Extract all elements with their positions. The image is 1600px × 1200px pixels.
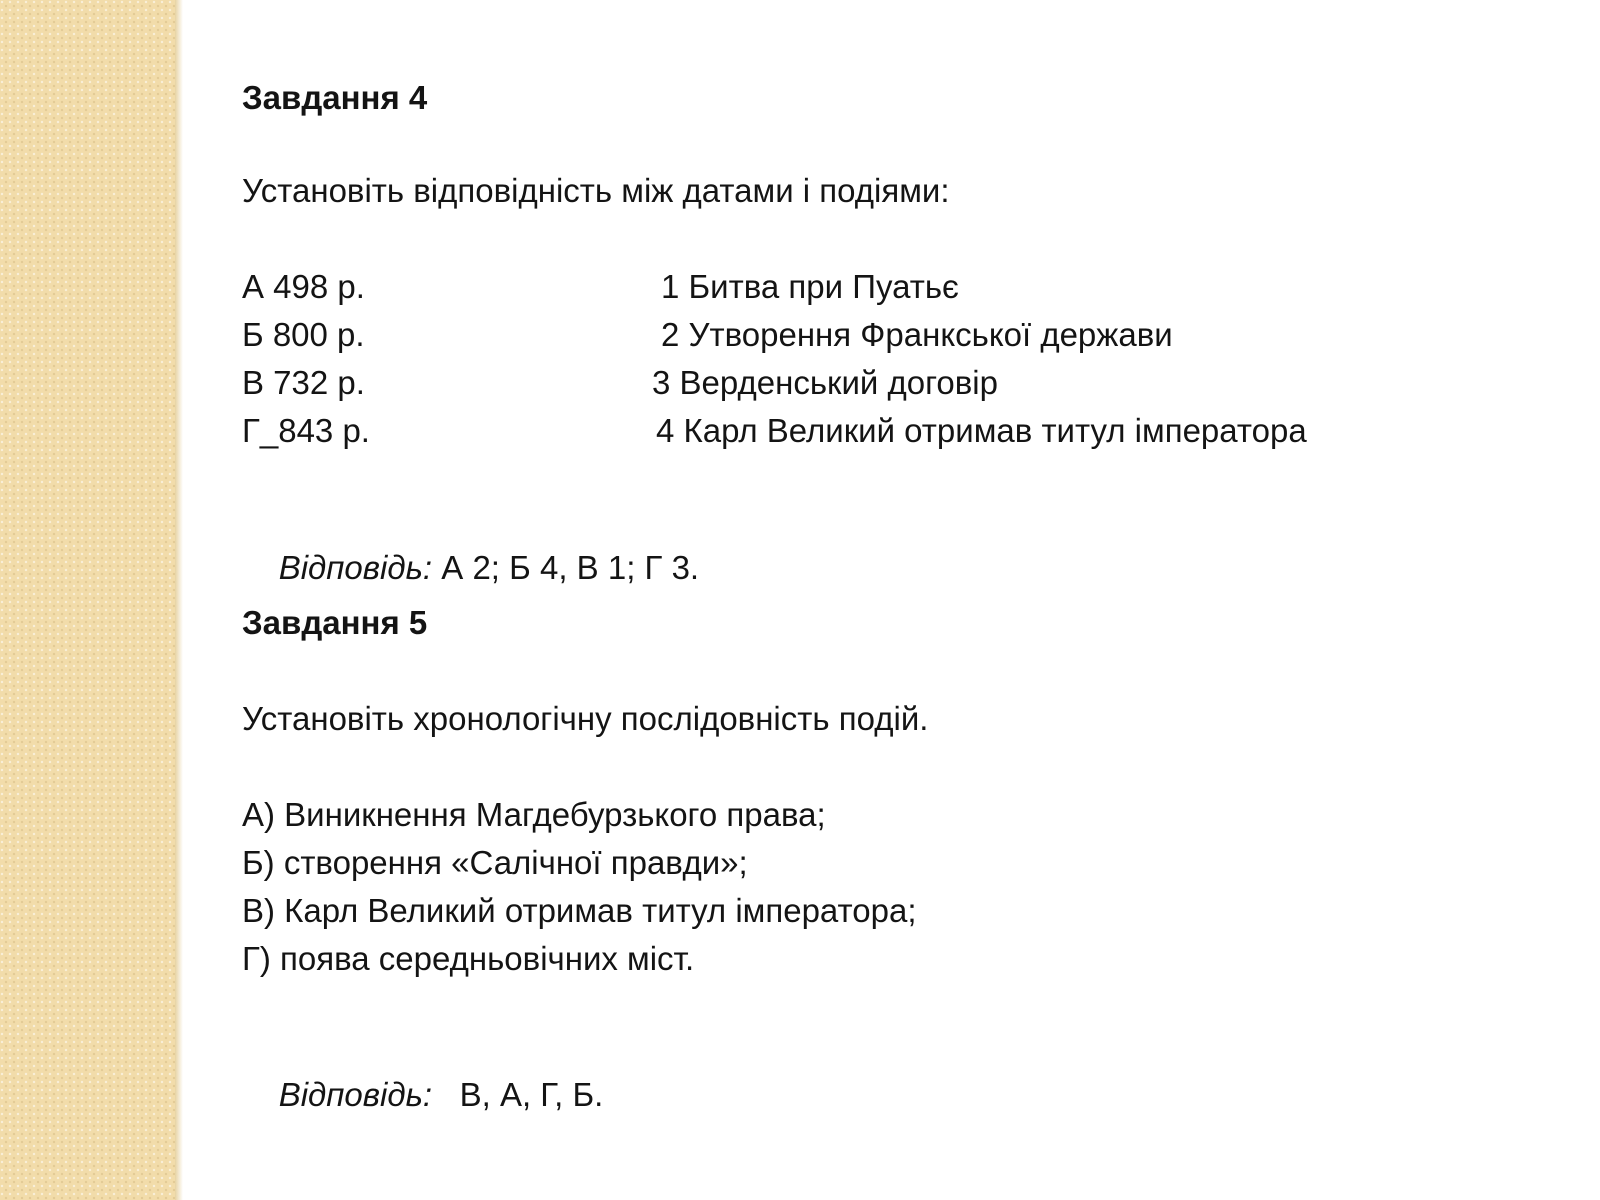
task4-date-b: Б 800 р. <box>242 316 365 353</box>
task5-item-d: Г) поява середньовічних міст. <box>242 940 695 977</box>
task5-answer <box>242 1035 603 1155</box>
task5-item-a: А) Виникнення Магдебурзького права; <box>242 796 826 833</box>
task4-date-a: А 498 р. <box>242 268 365 305</box>
task4-heading: Завдання 4 <box>242 79 428 116</box>
task5-instruction: Установіть хронологічну послідовність подій. <box>242 700 929 737</box>
task5-heading: Завдання 5 <box>242 604 428 641</box>
task5-answer-text: В, А, Г, Б. <box>432 1076 604 1113</box>
task5-item-c: В) Карл Великий отримав титул імператора; <box>242 892 917 929</box>
task4-date-c: В 732 р. <box>242 364 365 401</box>
task4-instruction: Установіть відповідність між датами і подіями: <box>242 172 950 209</box>
task4-answer-label: Відповідь: <box>278 549 433 586</box>
decorative-side-panel <box>0 0 175 1200</box>
task4-answer-text: А 2; Б 4, В 1; Г 3. <box>432 549 700 586</box>
task4-date-d: Г_843 р. <box>242 412 370 449</box>
side-panel-edge <box>175 0 183 1200</box>
task4-event-2: 2 Утворення Франкської держави <box>661 316 1173 353</box>
task4-event-1: 1 Битва при Пуатьє <box>661 268 959 305</box>
task5-item-b: Б) створення «Салічної правди»; <box>242 844 748 881</box>
task4-event-4: 4 Карл Великий отримав титул імператора <box>656 412 1307 449</box>
task4-event-3: 3 Верденський договір <box>652 364 998 401</box>
task5-answer-label: Відповідь: <box>278 1076 433 1113</box>
